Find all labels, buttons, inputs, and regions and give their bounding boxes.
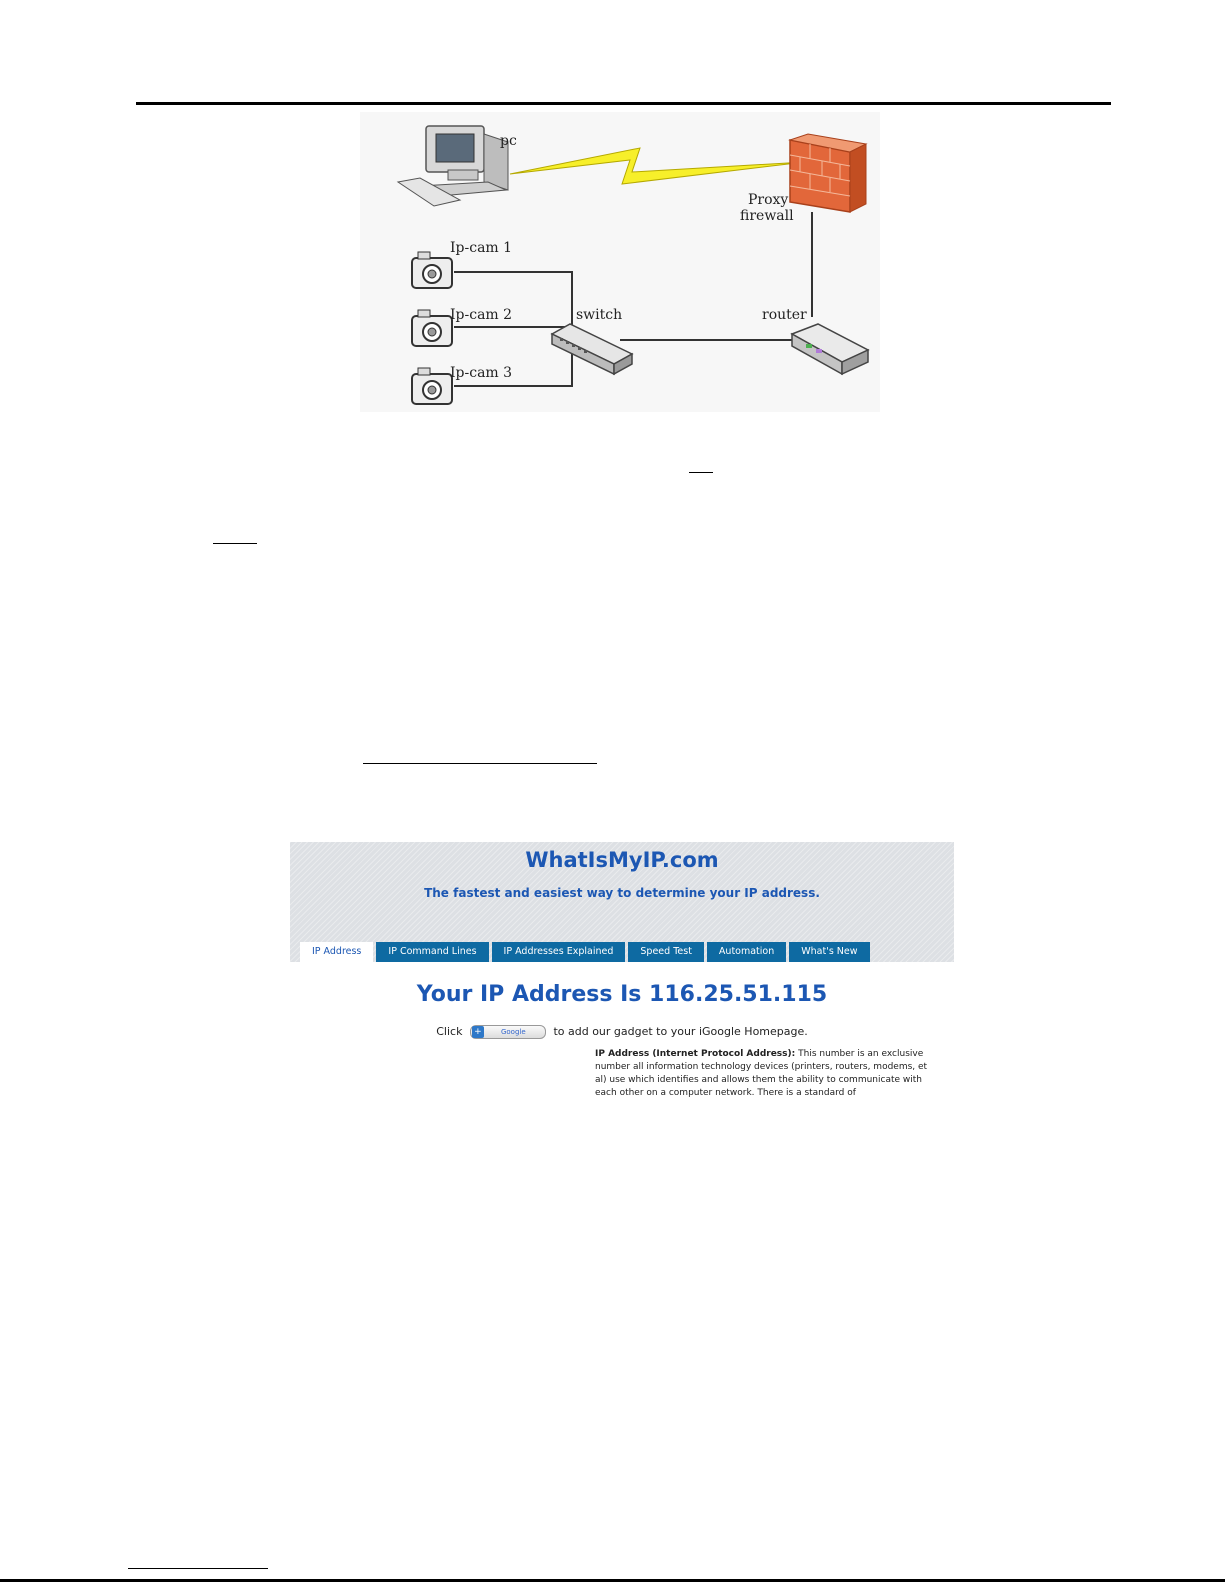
add-to-google-button[interactable] bbox=[470, 1025, 546, 1039]
ip-cam-1-icon bbox=[412, 252, 452, 288]
tab-ip-addresses-explained[interactable]: IP Addresses Explained bbox=[492, 942, 626, 962]
network-diagram bbox=[360, 112, 880, 412]
site-title[interactable]: WhatIsMyIP.com bbox=[525, 848, 719, 872]
switch-label: switch bbox=[576, 307, 623, 323]
ip-cam-3-label: Ip-cam 3 bbox=[450, 365, 513, 381]
ip-definition bbox=[595, 1048, 935, 1100]
switch-icon bbox=[552, 324, 632, 374]
diagram-links bbox=[454, 212, 812, 386]
proxy-label: Proxy bbox=[748, 192, 789, 208]
text-underline bbox=[213, 543, 257, 544]
router-icon bbox=[792, 324, 868, 374]
firewall-icon bbox=[790, 134, 866, 212]
footer-rule bbox=[0, 1579, 1225, 1582]
google-button-label: Google bbox=[500, 1028, 526, 1036]
ip-cam-2-icon bbox=[412, 310, 452, 346]
gadget-line bbox=[290, 1025, 954, 1039]
plus-icon: + bbox=[472, 1026, 484, 1038]
gadget-prefix: Click bbox=[436, 1025, 463, 1038]
ip-cam-3-icon bbox=[412, 368, 452, 404]
wireless-link-icon bbox=[510, 148, 805, 184]
ip-address-heading: Your IP Address Is 116.25.51.115 bbox=[416, 982, 828, 1007]
site-header bbox=[290, 842, 954, 962]
site-tagline: The fastest and easiest way to determine your IP address. bbox=[424, 886, 820, 900]
router-label: router bbox=[762, 307, 807, 323]
link-underline[interactable] bbox=[363, 763, 597, 764]
definition-term: IP Address (Internet Protocol Address): bbox=[595, 1049, 796, 1059]
tab-automation[interactable]: Automation bbox=[707, 942, 786, 962]
ip-cam-2-label: Ip-cam 2 bbox=[450, 307, 513, 323]
definition-text: This number is an exclusive number all information technology devices (printers, routers, modems, et al) use which identifies and allows them the ability to communicate with each other on a computer network. There is a standard of bbox=[595, 1049, 928, 1098]
tab-speed-test[interactable]: Speed Test bbox=[628, 942, 704, 962]
firewall-label: firewall bbox=[740, 208, 794, 224]
tab-ip-address[interactable]: IP Address bbox=[300, 942, 373, 962]
pc-label: pc bbox=[500, 133, 517, 149]
site-tabs bbox=[300, 942, 870, 962]
pc-icon bbox=[398, 126, 508, 206]
gadget-suffix: to add our gadget to your iGoogle Homepage. bbox=[553, 1025, 808, 1038]
ip-cam-1-label: Ip-cam 1 bbox=[450, 240, 513, 256]
text-underline bbox=[689, 472, 713, 473]
footnote-underline bbox=[128, 1568, 268, 1569]
tab-whats-new[interactable]: What's New bbox=[789, 942, 869, 962]
tab-ip-command-lines[interactable]: IP Command Lines bbox=[376, 942, 488, 962]
whatismyip-screenshot bbox=[290, 842, 954, 1122]
header-rule bbox=[136, 102, 1111, 105]
